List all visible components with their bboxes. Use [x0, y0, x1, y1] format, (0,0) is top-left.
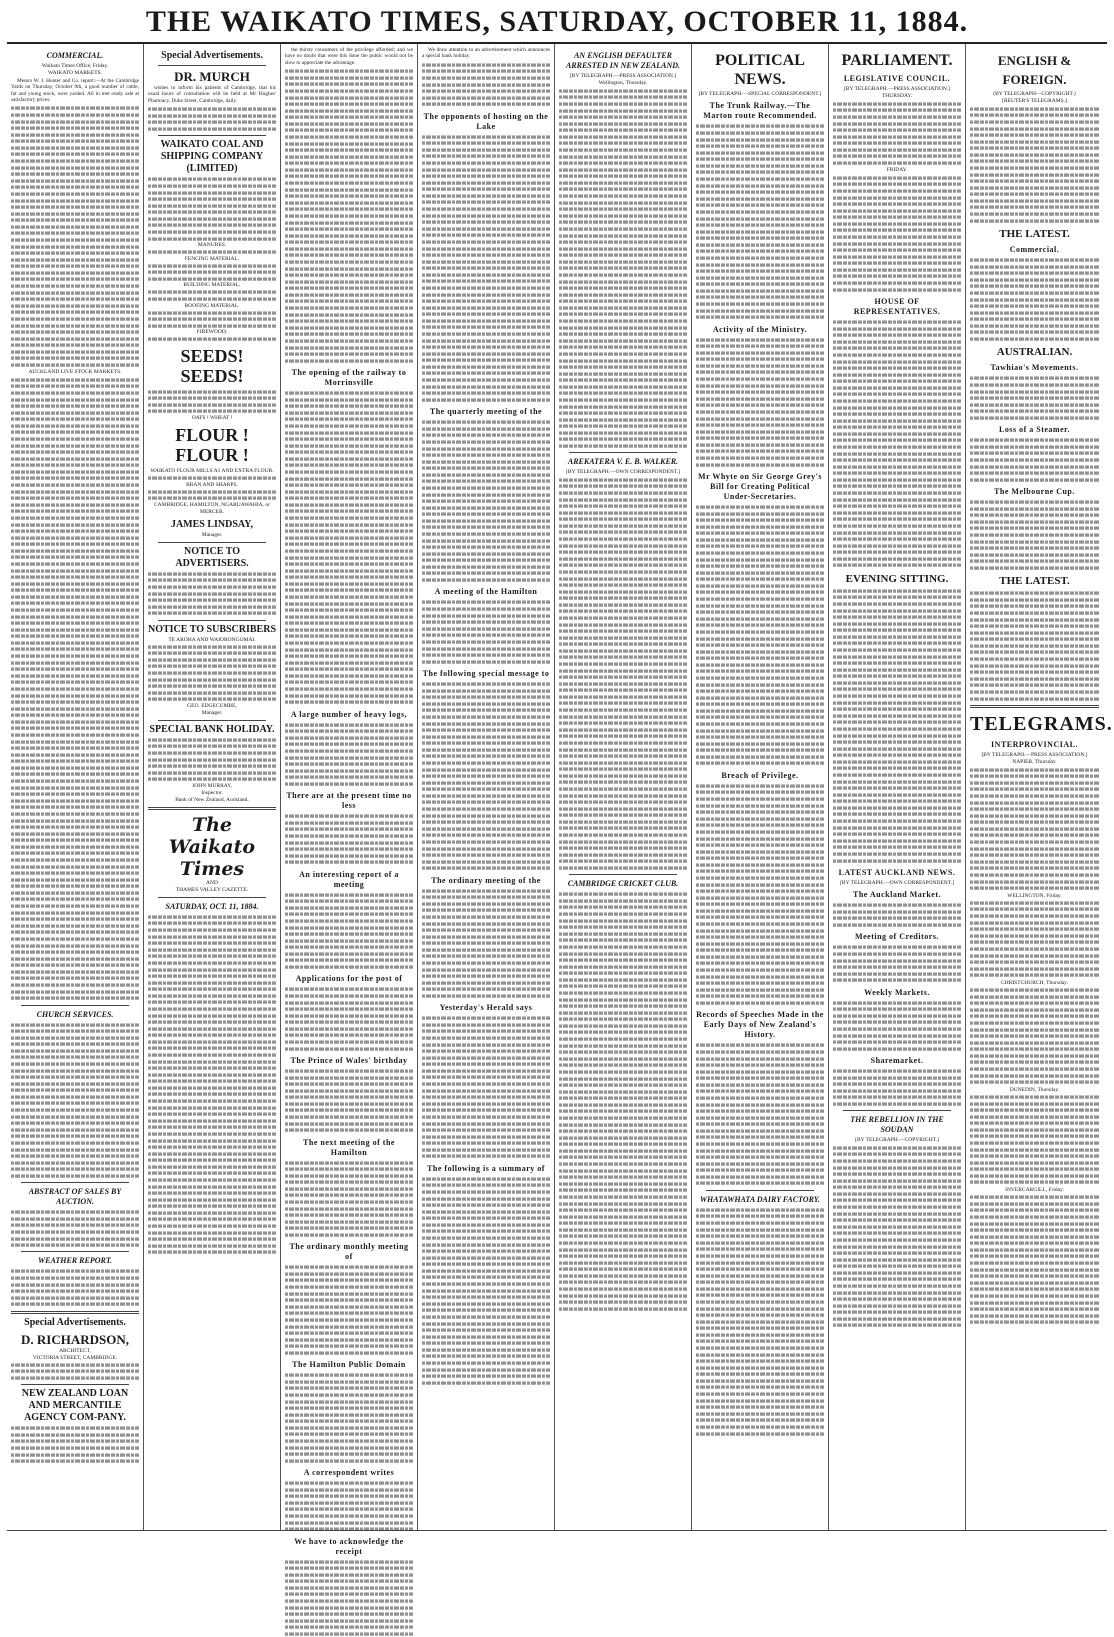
bank-holiday: SPECIAL BANK HOLIDAY. [149, 723, 275, 735]
manures-heading: MANURES. [197, 242, 227, 249]
notice-subscribers: NOTICE TO SUBSCRIBERS [148, 623, 277, 635]
next-meeting-heading: The next meeting of the Hamilton [303, 1137, 395, 1157]
interesting-report-heading: An interesting report of a meeting [299, 869, 399, 889]
evening-sitting-heading: EVENING SITTING. [845, 572, 949, 585]
text-block [11, 1268, 139, 1307]
text-block [833, 1000, 961, 1052]
text-block [148, 389, 276, 415]
text-block [970, 590, 1099, 702]
waikato-times-logo: The Waikato Times [168, 813, 256, 880]
australian-heading: AUSTRALIAN. [996, 346, 1073, 359]
dr-murch-text: wishes to inform his patients of Cambridge, that his usual hours of consultation will be held at Mr Hughes' Pharmacy, Duke Street, Cambridge, daily. [148, 85, 276, 104]
newspaper-page [7, 0, 1113, 1556]
records-heading: Records of Speeches Made in the Early Days of New Zealand's History. [696, 1010, 824, 1040]
text-block [285, 1372, 413, 1464]
dr-murch-ad: DR. MURCH [174, 69, 250, 84]
text-block [970, 1194, 1099, 1325]
james-lindsay: JAMES LINDSAY, [170, 518, 254, 530]
edition-date: SATURDAY, OCT. 11, 1884. [165, 901, 259, 911]
weekly-markets-heading: Weekly Markets. [864, 987, 930, 997]
herald-heading: Yesterday's Herald says [439, 1003, 533, 1013]
wellington-dateline: Wellington, Thursday. [598, 80, 648, 87]
seeds-heading: SEEDS! SEEDS! [180, 345, 244, 386]
article-lead: the thirsty consumers of the privilege afforded; and we have no doubt that were this done the public would not be slow to appreciate the advantage. [285, 47, 413, 66]
summary-heading: The following is a summary of [427, 1163, 545, 1173]
sharemarket-heading: Sharemarket. [870, 1056, 924, 1066]
text-block [148, 489, 276, 502]
bank-nz: Bank of New Zealand, Auckland. [175, 796, 249, 803]
text-block [696, 123, 824, 320]
manager-title: Manager. [201, 531, 223, 538]
hosting-heading: The opponents of hosting on the Lake [423, 111, 549, 131]
text-block [11, 377, 139, 1002]
political-news-heading: POLITICAL NEWS. [715, 52, 805, 88]
column-3 [281, 44, 418, 1556]
copyright-line: [BY TELEGRAPH.—COPYRIGHT.] [855, 1137, 939, 1144]
text-block [285, 1160, 413, 1239]
latest-heading-2: THE LATEST. [999, 575, 1070, 588]
creditors-heading: Meeting of Creditors. [855, 932, 939, 942]
auckland-livestock-heading: AUCKLAND LIVE STOCK MARKETS. [28, 369, 122, 376]
commercial-heading: COMMERCIAL. [46, 51, 104, 60]
text-block [148, 336, 276, 342]
text-block [285, 1480, 413, 1532]
commercial-heading: Commercial. [1009, 245, 1060, 255]
column-1 [7, 44, 144, 1530]
text-block [11, 1209, 139, 1248]
dateline: Waikato Times Office, Friday. [41, 63, 109, 69]
text-block [970, 987, 1099, 1085]
roofing-heading: ROOFING MATERIAL. [184, 302, 240, 309]
text-block [970, 375, 1099, 421]
telegrams-heading: TELEGRAMS. [970, 712, 1113, 735]
correspondent-heading: A correspondent writes [303, 1468, 395, 1478]
text-block [11, 105, 139, 368]
dairy-factory-heading: WHATAWHATA DAIRY FACTORY. [699, 1194, 821, 1204]
column-5 [555, 44, 692, 1530]
text-block [970, 1094, 1099, 1186]
text-block [970, 767, 1099, 892]
text-block [422, 1015, 550, 1160]
john-murray: JOHN MURRAY, [192, 782, 232, 789]
text-block [285, 1068, 413, 1134]
acknowledge-heading: We have to acknowledge the receipt [294, 1536, 404, 1556]
logs-heading: A large number of heavy logs, [290, 709, 408, 719]
text-block [833, 1068, 961, 1107]
press-association: [BY TELEGRAPH.—PRESS ASSOCIATION.] [981, 751, 1088, 758]
copyright-line: (BY TELEGRAPH—COPYRIGHT.) [993, 91, 1076, 97]
christchurch-dateline: CHRISTCHURCH, Thursday. [1001, 979, 1068, 986]
flour-heading: FLOUR ! FLOUR ! [175, 425, 249, 466]
building-heading: BUILDING MATERIAL. [183, 282, 241, 289]
oats-wheat: OATS ! WHEAT ! [191, 415, 233, 422]
text-block [11, 1022, 139, 1180]
text-block [422, 1176, 550, 1386]
melbourne-cup-heading: The Melbourne Cup. [994, 487, 1075, 497]
logo-and: AND [206, 879, 218, 886]
latest-heading: THE LATEST. [999, 228, 1070, 241]
text-block [970, 257, 1099, 342]
text-block [148, 176, 276, 242]
ministry-heading: Activity of the Ministry. [712, 324, 808, 334]
text-block [148, 310, 276, 330]
flour-mills-line: WAIKATO FLOUR MILLS A1 AND EXTRA FLOUR. [150, 468, 274, 475]
text-block [559, 891, 687, 1312]
text-block [833, 1145, 961, 1329]
text-block [285, 892, 413, 971]
morrinsville-heading: The opening of the railway to Morrinsville [291, 368, 407, 388]
text-block [148, 571, 276, 617]
text-block [970, 437, 1099, 483]
soudan-heading: THE REBELLION IN THE SOUDAN [850, 1115, 944, 1135]
wellington-dateline: WELLINGTON, Friday. [1007, 892, 1062, 899]
column-2 [144, 44, 281, 1530]
text-block [148, 263, 276, 283]
text-block [285, 722, 413, 788]
text-block [148, 737, 276, 783]
text-block [422, 134, 550, 404]
invercargill-dateline: INVERCARGILL, Friday. [1005, 1186, 1064, 1193]
text-block [148, 644, 276, 703]
present-time-heading: There are at the present time no less [286, 791, 412, 811]
special-advertisements-heading: Special Advertisements. [24, 1316, 126, 1328]
inspector-title: Inspector. [201, 789, 223, 796]
special-ads-heading: Special Advertisements. [161, 50, 263, 61]
auckland-market-heading: The Auckland Market. [852, 890, 941, 900]
nz-loan-ad: NEW ZEALAND LOAN AND MERCANTILE AGENCY COM-PANY. [21, 1388, 129, 1424]
text-block [833, 944, 961, 983]
text-block [833, 101, 961, 167]
masthead: THE WAIKATO TIMES, SATURDAY, OCTOBER 11, 1884. [7, 4, 1107, 44]
text-block [422, 681, 550, 872]
geo-edgecumbe: GEO. EDGECUMBE, [187, 702, 237, 709]
article-lead: We draw attention to an advertisement which announces a special bank holiday. [422, 47, 550, 60]
text-block [148, 475, 276, 481]
column-7 [829, 44, 966, 1530]
bran-sharps: BRAN AND SHARPS. [186, 481, 238, 488]
auckland-news-heading: LATEST AUCKLAND NEWS. [838, 867, 956, 877]
column-4 [418, 44, 555, 1530]
firewood-heading: FIREWOOD. [196, 329, 228, 336]
text-block [696, 504, 824, 767]
market-report: Messrs W. J. Hunter and Co. report:—At the Cambridge Yards on Thursday, October 9th, a good number of cattle, fat and young stock, were yarded. All in met ready sale at satisfactory prices. [11, 77, 139, 104]
thursday-line: THURSDAY. [881, 93, 913, 100]
text-block [696, 783, 824, 1006]
text-block [696, 1042, 824, 1187]
whyte-bill-heading: Mr Whyte on Sir George Grey's Bill for Creating Political Under-Secretaries. [698, 471, 822, 501]
text-block [833, 902, 961, 928]
napier-dateline: NAPIER, Thursday. [1012, 759, 1057, 766]
text-block [696, 337, 824, 468]
coal-shipping-ad: WAIKATO COAL AND SHIPPING COMPANY (LIMITED) [160, 139, 264, 175]
text-block [285, 1264, 413, 1356]
text-block [696, 1207, 824, 1437]
special-message-heading: The following special message to [422, 669, 550, 679]
column-8 [966, 44, 1113, 1530]
interprovincial-heading: INTERPROVINCIAL. [991, 739, 1078, 749]
text-block [833, 588, 961, 864]
columns [7, 44, 1113, 1556]
richardson-name: D. RICHARDSON, [21, 1331, 129, 1347]
tawhiao-heading: Tawhiao's Movements. [990, 363, 1079, 373]
manager-title-2: Manager. [201, 709, 223, 716]
steamer-heading: Loss of a Steamer. [999, 425, 1070, 435]
text-block [148, 289, 276, 302]
house-reps-heading: HOUSE OF REPRESENTATIVES. [853, 297, 941, 317]
special-correspondent: [BY TELEGRAPH.—SPECIAL CORRESPONDENT.] [698, 91, 822, 97]
hamilton-meeting-heading: A meeting of the Hamilton [434, 587, 538, 597]
text-block [285, 1559, 413, 1637]
abstract-sales-heading: ABSTRACT OF SALES BY AUCTION. [28, 1187, 122, 1207]
waikato-markets-subheading: WAIKATO MARKETS. [48, 70, 102, 77]
text-block [559, 477, 687, 872]
cricket-club-heading: CAMBRIDGE CRICKET CLUB. [567, 879, 679, 889]
monthly-meeting-heading: The ordinary monthly meeting of [289, 1242, 409, 1262]
text-block [285, 986, 413, 1052]
arekatera-heading: AREKATERA V. E. B. WALKER. [567, 457, 679, 467]
ordinary-meeting-heading: The ordinary meeting of the [431, 875, 541, 885]
text-block [833, 319, 961, 569]
privilege-heading: Breach of Privilege. [721, 770, 799, 780]
english-foreign-heading: ENGLISH & FOREIGN. [997, 53, 1072, 87]
text-block [285, 390, 413, 706]
public-domain-heading: The Hamilton Public Domain [292, 1360, 406, 1370]
text-block [11, 1362, 139, 1382]
text-block [833, 175, 961, 293]
text-block [422, 62, 550, 108]
friday-line: FRIDAY. [886, 167, 908, 174]
applications-heading: Applications for the post of [295, 974, 403, 984]
text-block [148, 106, 276, 132]
te-aroha-line: TE AROHA AND WAIORONGOMAI. [168, 636, 256, 643]
text-block [285, 813, 413, 865]
press-association: [BY TELEGRAPH.—PRESS ASSOCIATION.] [843, 86, 951, 92]
legislative-council-heading: LEGISLATIVE COUNCIL. [843, 74, 951, 83]
trunk-railway-heading: The Trunk Railway.—The Marton route Recommended. [703, 101, 817, 121]
text-block [559, 88, 687, 450]
text-block [148, 914, 276, 1256]
text-block [422, 419, 550, 583]
notice-advertisers: NOTICE TO ADVERTISERS. [175, 545, 249, 569]
richardson-address: VICTORIA STREET, CAMBRIDGE. [32, 1354, 118, 1361]
press-association: [BY TELEGRAPH.—PRESS ASSOCIATION.] [569, 73, 677, 79]
text-block [285, 68, 413, 364]
text-block [970, 900, 1099, 979]
thames-valley-gazette: THAMES VALLEY GAZETTE. [175, 886, 249, 893]
church-services-heading: CHURCH SERVICES. [36, 1009, 114, 1019]
text-block [148, 249, 276, 255]
text-block [970, 106, 1099, 224]
text-block [422, 888, 550, 1000]
text-block [11, 1425, 139, 1464]
defaulter-heading: AN ENGLISH DEFAULTER ARRESTED IN NEW ZEALAND. [565, 51, 681, 70]
reuters-line: [REUTER'S TELEGRAMS.] [1002, 98, 1067, 105]
own-correspondent: [BY TELEGRAPH.—OWN CORRESPONDENT.] [840, 879, 954, 886]
own-correspondent: [BY TELEGRAPH.—OWN CORRESPONDENT.] [566, 469, 680, 476]
agency-towns: CAMBRIDGE, HAMILTON, NGARUAWAHIA, or MERCER. [154, 501, 270, 515]
text-block [970, 499, 1099, 571]
column-6 [692, 44, 829, 1530]
prince-birthday-heading: The Prince of Wales' birthday [290, 1055, 408, 1065]
architect-title: ARCHITECT, [59, 1347, 91, 1354]
quarterly-heading: The quarterly meeting of the [429, 407, 543, 417]
fencing-heading: FENCING MATERIAL. [184, 255, 240, 262]
dunedin-dateline: DUNEDIN, Thursday. [1009, 1086, 1060, 1093]
parliament-heading: PARLIAMENT. [841, 52, 953, 69]
weather-report-heading: WEATHER REPORT. [38, 1256, 112, 1266]
text-block [422, 599, 550, 665]
